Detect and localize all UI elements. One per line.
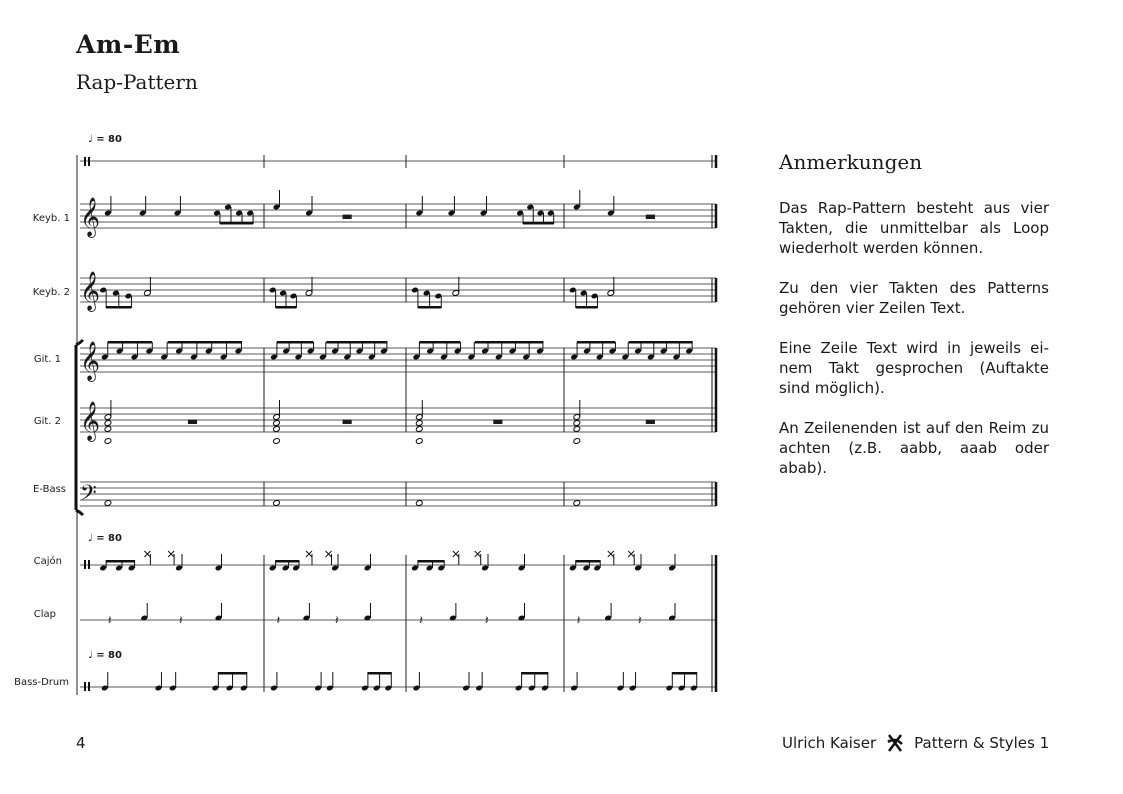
cross-note-head <box>306 551 312 557</box>
note-stems <box>106 190 697 688</box>
note-heads <box>99 204 697 692</box>
final-repeat-barlines <box>712 155 716 692</box>
rest-symbol: 𝄽 <box>419 613 423 627</box>
notes-panel <box>779 150 1049 498</box>
note-head <box>573 500 581 507</box>
note-beam <box>576 560 600 563</box>
note-head <box>415 426 423 433</box>
rest-symbol: 𝄽 <box>576 613 581 627</box>
svg-text:𝄞: 𝄞 <box>80 401 101 441</box>
instrument-label: Bass-Drum <box>14 677 69 688</box>
note-beam <box>326 341 387 344</box>
rest-symbol: 𝄽 <box>485 613 489 627</box>
cross-note-head <box>608 551 614 557</box>
rest-symbol: ▬ <box>644 209 657 223</box>
page-number: 4 <box>76 734 86 752</box>
cross-note-head <box>168 551 174 557</box>
note-head <box>415 438 423 445</box>
note-beam <box>168 341 242 344</box>
note-head <box>573 438 581 445</box>
svg-text:𝄞: 𝄞 <box>80 341 101 381</box>
rest-symbol: ▬ <box>341 209 353 223</box>
instrument-label: Git. 2 <box>33 416 61 427</box>
note-head <box>104 420 112 427</box>
publisher-logo-icon <box>886 733 904 753</box>
note-head <box>273 420 281 427</box>
page-subtitle: Rap-Pattern <box>76 70 198 94</box>
rest-symbol: 𝄽 <box>276 613 281 627</box>
rest-symbol: 𝄽 <box>335 613 339 627</box>
page-title: Am-Em <box>76 30 181 59</box>
note-head <box>273 426 281 433</box>
note-head <box>104 500 112 507</box>
instrument-label: Keyb. 1 <box>32 213 70 224</box>
note-beam <box>475 341 544 344</box>
notes-paragraph: Zu den vier Takten des Patterns gehören vier Zeilen Text. <box>779 279 1049 317</box>
note-beam <box>276 560 299 563</box>
notes-paragraph: Eine Zeile Text wird in jeweils einem Takt gesprochen (Auftakte sind möglich). <box>779 339 1049 397</box>
tempo-mark: ♩ = 80 <box>88 533 122 544</box>
rest-symbol: ▬ <box>492 414 504 428</box>
note-head <box>104 438 112 445</box>
note-beam <box>418 560 444 563</box>
note-head <box>415 500 423 507</box>
bass-clef-icon: 𝄢 <box>80 481 97 511</box>
cross-note-head <box>453 551 459 557</box>
note-head <box>104 426 112 433</box>
note-head <box>415 420 423 427</box>
notes-paragraph: An Zeilenenden ist auf den Reim zu achten (z.B. aabb, aaab oder abab). <box>779 419 1049 477</box>
note-beam <box>629 341 693 344</box>
tempo-mark: ♩ = 80 <box>88 134 122 145</box>
tempo-mark: ♩ = 80 <box>88 650 122 661</box>
notes-paragraph: Das Rap-Pattern besteht aus vier Takten, die unmittelbar als Loop wiederholt werden können. <box>779 199 1049 257</box>
cross-note-head <box>144 551 150 557</box>
staff-lines <box>80 161 716 687</box>
treble-clef-icon <box>80 197 100 442</box>
note-beam <box>523 222 554 225</box>
note-beam <box>577 341 615 344</box>
rest-symbol: 𝄽 <box>107 613 112 627</box>
note-beam <box>277 341 313 344</box>
footer-book-title: Pattern & Styles 1 <box>914 734 1050 752</box>
note-head <box>273 438 281 445</box>
footer <box>782 733 1049 753</box>
rest-symbol: ▬ <box>644 414 657 428</box>
note-beam <box>220 222 253 225</box>
notes-heading: Anmerkungen <box>779 150 923 174</box>
footer-author: Ulrich Kaiser <box>782 734 877 752</box>
svg-text:𝄞: 𝄞 <box>80 197 101 237</box>
rest-symbol: 𝄽 <box>638 613 642 627</box>
note-beam <box>419 341 460 344</box>
instrument-label: Clap <box>33 609 56 620</box>
rest-symbol: ▬ <box>186 414 199 428</box>
rest-symbol: 𝄽 <box>179 613 183 627</box>
instrument-label: Cajón <box>33 556 62 567</box>
instrument-label: Keyb. 2 <box>32 287 70 298</box>
note-head <box>273 500 281 507</box>
barlines <box>77 155 564 695</box>
cross-note-head <box>326 551 332 557</box>
rest-symbol: ▬ <box>341 414 353 428</box>
note-head <box>573 426 581 433</box>
svg-text:𝄞: 𝄞 <box>80 271 101 311</box>
note-beam <box>108 341 152 344</box>
note-head <box>573 420 581 427</box>
cross-note-head <box>475 551 481 557</box>
instrument-label: E-Bass <box>33 484 66 495</box>
instrument-label: Git. 1 <box>33 354 61 365</box>
cross-note-head <box>628 551 634 557</box>
note-beam <box>106 560 134 563</box>
